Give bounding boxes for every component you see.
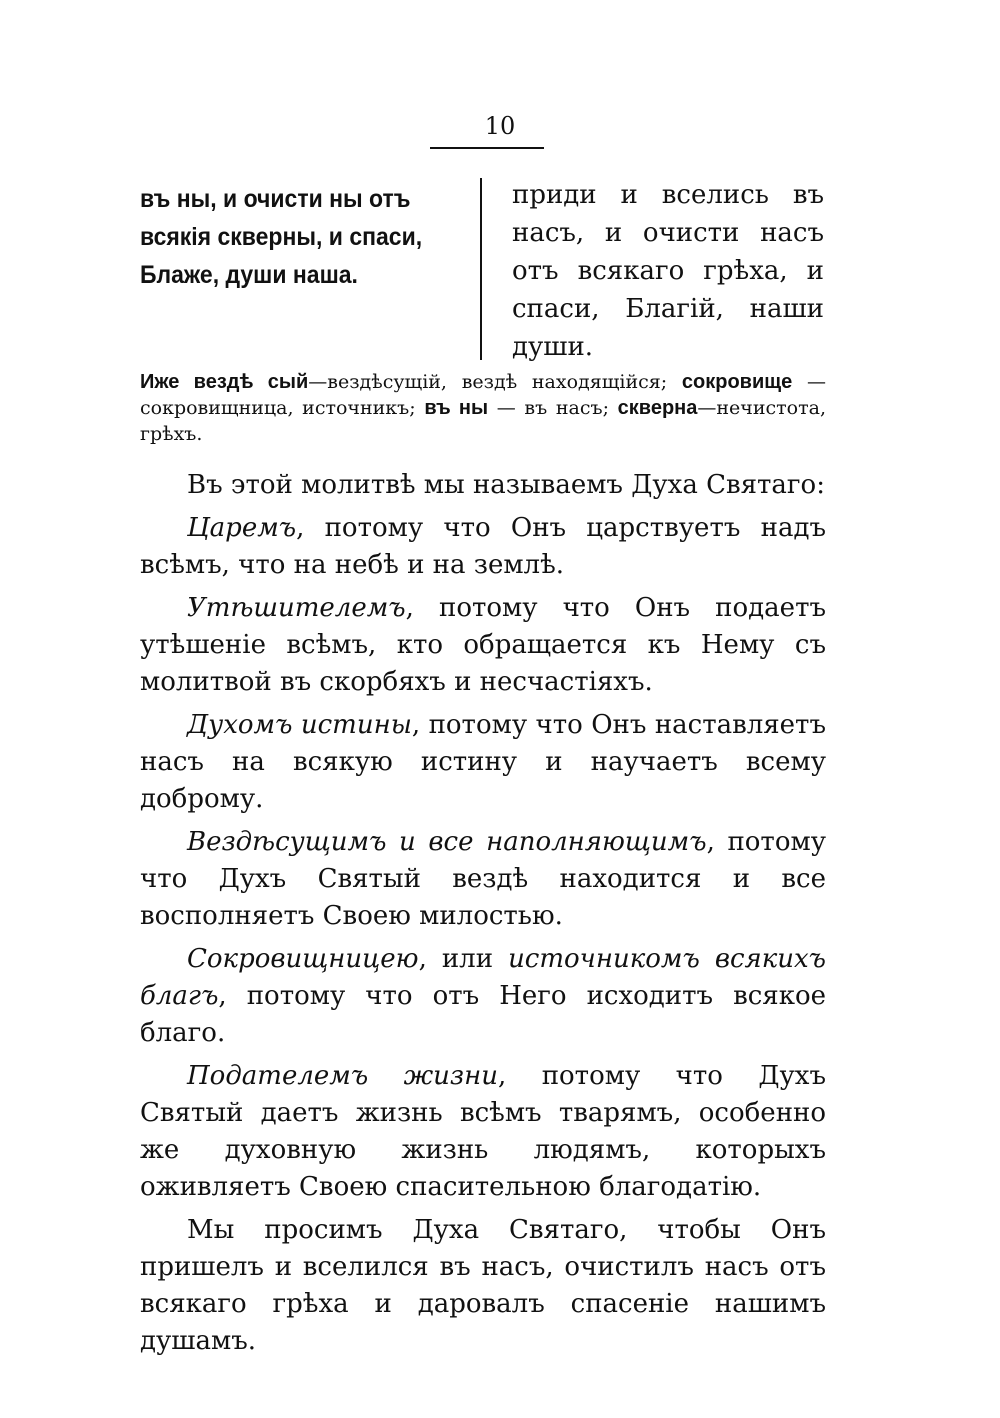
glossary-definition: въ насъ; xyxy=(524,397,609,419)
glossary-term: сокровище xyxy=(681,371,793,393)
glossary: Иже вездѣ сый—вездѣсущій, вездѣ находящійся; сокровище — сокровищница, источникъ; въ ны — въ насъ; скверна—нечистота, грѣхъ. xyxy=(140,371,826,445)
page-number: 10 xyxy=(484,112,516,140)
name-connector: , или xyxy=(418,944,509,974)
slavonic-text: въ ны, и очисти ны отъ всякія скверны, и спаси, Блаже, души наша. xyxy=(140,185,423,289)
name-explanation: , потому что Духъ Святый даетъ жизнь всѣмъ тварямъ, особенно же духовную жизнь людямъ, которыхъ оживляетъ Своею спасительною благодатію. xyxy=(140,1061,827,1202)
column-divider xyxy=(480,178,482,360)
name-paragraph xyxy=(140,707,826,818)
name-explanation: , потому что Онъ подаетъ утѣшеніе всѣмъ, кто обращается къ Нему съ молитвой въ скорбяхъ и несчастіяхъ. xyxy=(140,593,826,697)
name-paragraph xyxy=(140,824,826,935)
body-text xyxy=(140,467,826,1366)
name-explanation: , потому что Онъ наставляетъ насъ на всякую истину и научаетъ всему доброму. xyxy=(140,710,826,814)
name-term: Утѣшителемъ xyxy=(187,593,406,623)
name-term: источникомъ всякихъ благъ xyxy=(140,944,826,1011)
glossary-definition: нечистота, грѣхъ. xyxy=(140,397,826,445)
name-explanation: , потому что Онъ царствуетъ надъ всѣмъ, что на небѣ и на землѣ. xyxy=(140,513,826,580)
glossary-definition: сокровищница, источникъ; xyxy=(140,397,416,419)
name-explanation: , потому что Духъ Святый вездѣ находится и все восполняетъ Своею милостью. xyxy=(140,827,826,931)
intro-paragraph: Въ этой молитвѣ мы называемъ Духа Святаго: xyxy=(187,470,825,500)
name-term: Духомъ истины xyxy=(187,710,412,740)
glossary-term: Иже вездѣ сый xyxy=(140,371,309,393)
name-term: Сокровищницею xyxy=(187,944,419,974)
name-term: Царемъ xyxy=(187,513,297,543)
name-explanation: , потому что отъ Него исходитъ всякое благо. xyxy=(140,981,826,1048)
name-paragraph xyxy=(140,510,826,584)
conclusion-paragraph: Мы просимъ Духа Святаго, чтобы Онъ пришелъ и вселился въ насъ, очистилъ насъ отъ всякаго грѣха и даровалъ спасеніе нашимъ душамъ. xyxy=(140,1215,826,1356)
parallel-text xyxy=(140,176,826,368)
glossary-term: въ ны xyxy=(424,397,489,419)
name-paragraph xyxy=(140,590,826,701)
glossary-term: скверна xyxy=(617,397,698,419)
russian-translation: приди и вселись въ насъ, и очисти насъ отъ всякаго грѣха, и спаси, Благій, наши души. xyxy=(512,180,824,362)
name-paragraph xyxy=(140,1058,826,1206)
name-paragraph xyxy=(140,941,826,1052)
name-term: Подателемъ жизни xyxy=(187,1061,498,1091)
glossary-definition: вездѣсущій, вездѣ находящійся; xyxy=(327,371,668,393)
page-number-rule xyxy=(430,147,544,149)
name-term: Вездѣсущимъ и все наполняющимъ xyxy=(187,827,707,857)
